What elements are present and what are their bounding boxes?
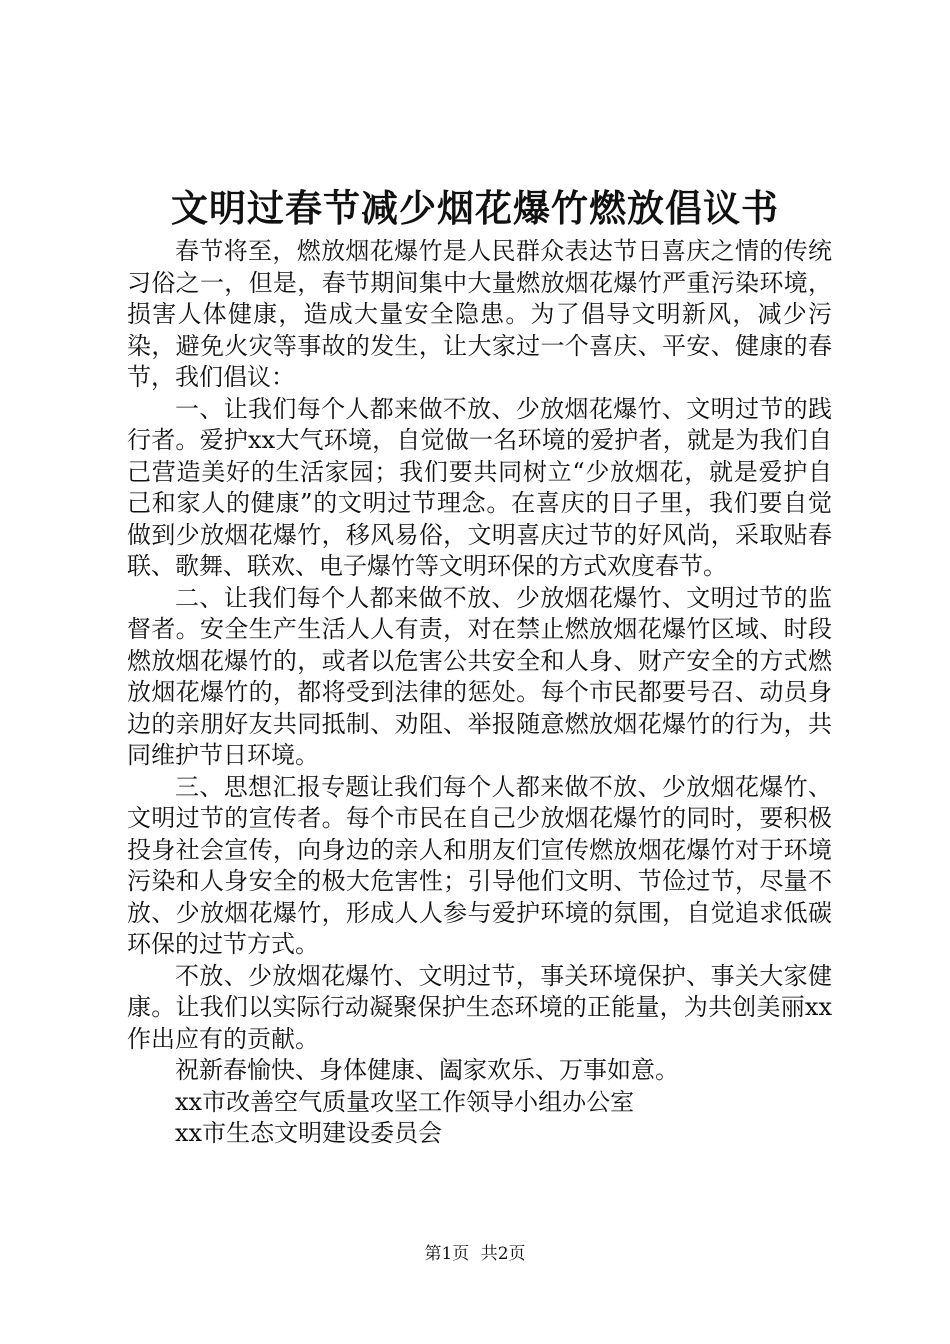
page-number: 第1页 [424, 1244, 470, 1264]
closing-wishes: 祝新春愉快、身体健康、阖家欢乐、万事如意。 [175, 1056, 679, 1084]
page-footer [0, 1242, 950, 1266]
proposal-paragraph-3: 三、思想汇报专题让我们每个人都来做不放、少放烟花爆竹、文明过节的宣传者。每个市民在自己少放烟花爆竹的同时，要积极投身社会宣传，向身边的亲人和朋友们宣传燃放烟花爆竹对于环境污染和人身安全的极大危害性；引导他们文明、节俭过节，尽量不放、少放烟花爆竹，形成人人参与爱护环境的氛围，自觉追求低碳环保的过节方式。 [127, 772, 832, 958]
proposal-paragraph-1: 一、让我们每个人都来做不放、少放烟花爆竹、文明过节的践行者。爱护xx大气环境，自觉做一名环境的爱护者，就是为我们自己营造美好的生活家园；我们要共同树立“少放烟花，就是爱护自己和家人的健康”的文明过节理念。在喜庆的日子里，我们要自觉做到少放烟花爆竹，移风易俗，文明喜庆过节的好风尚，采取贴春联、歌舞、联欢、电子爆竹等文明环保的方式欢度春节。 [127, 394, 832, 580]
signature-office: xx市改善空气质量攻坚工作领导小组办公室 [175, 1087, 635, 1116]
document-body [127, 236, 832, 1150]
document-title: 文明过春节减少烟花爆竹燃放倡议书 [171, 186, 779, 230]
proposal-paragraph-2: 二、让我们每个人都来做不放、少放烟花爆竹、文明过节的监督者。安全生产生活人人有责，对在禁止燃放烟花爆竹区域、时段燃放烟花爆竹的，或者以危害公共安全和人身、财产安全的方式燃放烟花爆竹的，都将受到法律的惩处。每个市民都要号召、动员身边的亲朋好友共同抵制、劝阻、举报随意燃放烟花爆竹的行为，共同维护节日环境。 [127, 583, 832, 769]
conclusion-paragraph: 不放、少放烟花爆竹、文明过节，事关环境保护、事关大家健康。让我们以实际行动凝聚保护生态环境的正能量，为共创美丽xx作出应有的贡献。 [127, 961, 832, 1053]
intro-paragraph: 春节将至，燃放烟花爆竹是人民群众表达节日喜庆之情的传统习俗之一，但是，春节期间集中大量燃放烟花爆竹严重污染环境，损害人体健康，造成大量安全隐患。为了倡导文明新风，减少污染，避免火灾等事故的发生，让大家过一个喜庆、平安、健康的春节，我们倡议： [127, 237, 832, 391]
signature-committee: xx市生态文明建设委员会 [175, 1119, 443, 1147]
page-total: 共2页 [480, 1244, 526, 1264]
